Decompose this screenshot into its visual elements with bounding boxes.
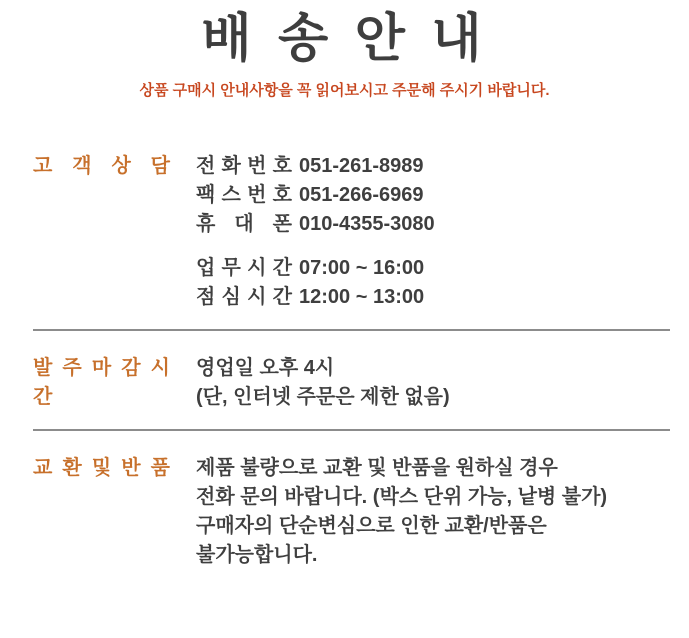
section-divider — [33, 429, 670, 431]
business-hours-key: 업 무 시 간 — [196, 257, 292, 279]
customer-service-body — [196, 152, 435, 312]
order-deadline-label: 발 주 마 감 시 간 — [33, 357, 170, 408]
exchange-return-line: 전화 문의 바랍니다. (박스 단위 가능, 낱병 불가) — [196, 486, 608, 508]
exchange-return-line: 구매자의 단순변심으로 인한 교환/반품은 — [196, 515, 547, 537]
exchange-return-label: 교 환 및 반 품 — [33, 457, 170, 479]
mobile-key: 휴 대 폰 — [196, 213, 292, 235]
customer-service-label: 고 객 상 담 — [33, 155, 170, 177]
exchange-return-body — [196, 454, 607, 570]
lunch-hours-value: 12:00 ~ 13:00 — [299, 286, 425, 308]
page-title: 배 송 안 내 — [201, 10, 488, 68]
business-hours-row — [196, 254, 435, 283]
phone-value: 051-261-8989 — [299, 155, 424, 177]
order-deadline-line: 영업일 오후 4시 — [196, 357, 335, 379]
phone-row — [196, 152, 435, 181]
mobile-row — [196, 210, 435, 239]
fax-row — [196, 181, 435, 210]
section-exchange-return — [33, 454, 670, 570]
exchange-return-line: 불가능합니다. — [196, 544, 318, 566]
exchange-return-line: 제품 불량으로 교환 및 반품을 원하실 경우 — [196, 457, 558, 479]
order-deadline-body — [196, 354, 450, 412]
mobile-value: 010-4355-3080 — [299, 213, 435, 235]
phone-key: 전 화 번 호 — [196, 155, 292, 177]
info-content — [33, 152, 670, 570]
section-customer-service — [33, 152, 670, 312]
section-divider — [33, 329, 670, 331]
fax-value: 051-266-6969 — [299, 184, 424, 206]
page-subtitle: 상품 구매시 안내사항을 꼭 읽어보시고 주문해 주시기 바랍니다. — [139, 82, 550, 99]
business-hours-value: 07:00 ~ 16:00 — [299, 257, 425, 279]
section-order-deadline — [33, 354, 670, 412]
lunch-hours-key: 점 심 시 간 — [196, 286, 292, 308]
lunch-hours-row — [196, 283, 435, 312]
order-deadline-line: (단, 인터넷 주문은 제한 없음) — [196, 386, 450, 408]
fax-key: 팩 스 번 호 — [196, 184, 292, 206]
